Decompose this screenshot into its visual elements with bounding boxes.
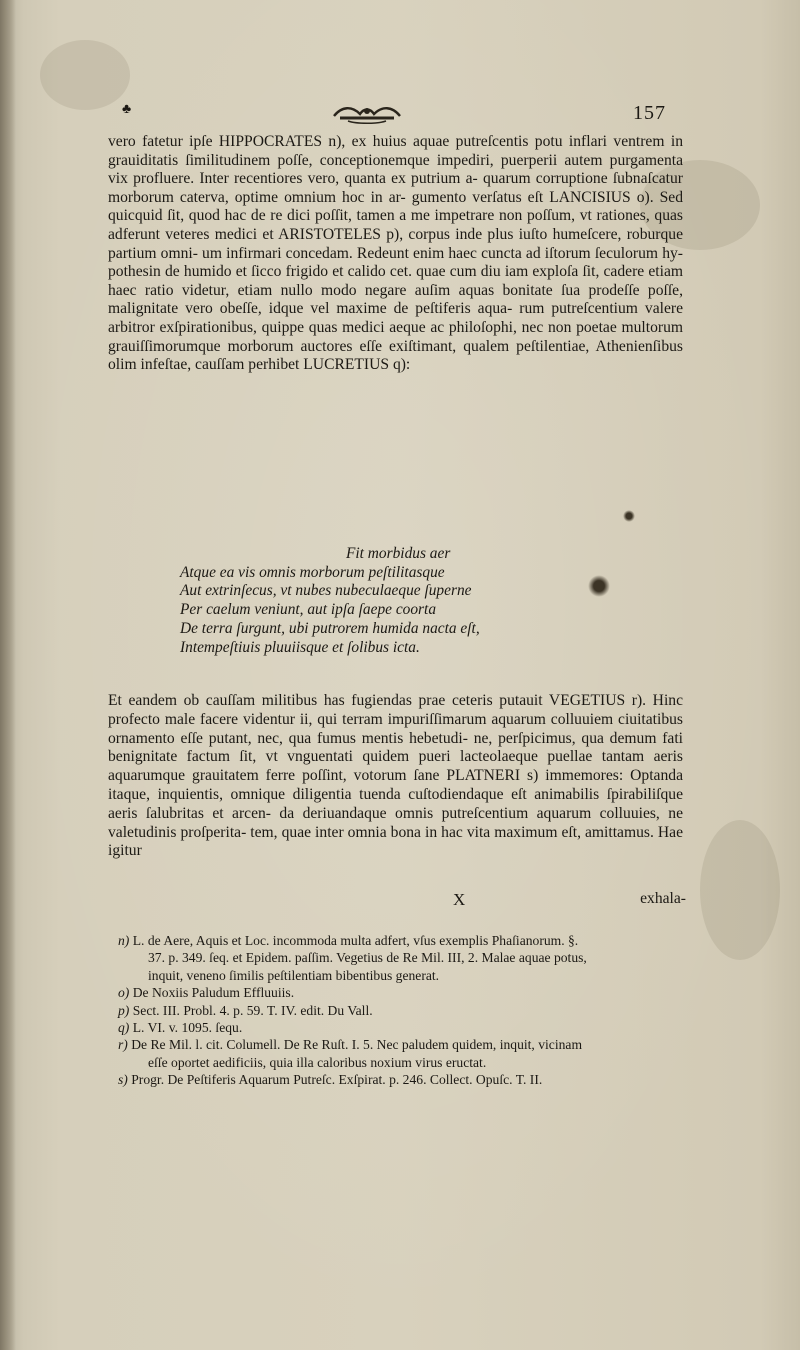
footnote-text: L. VI. v. 1095. ſequ. xyxy=(132,1020,243,1036)
footnote-text: De Noxiis Paludum Effluuiis. xyxy=(132,985,295,1001)
verse-line: Fit morbidus aer xyxy=(346,545,451,562)
footnote-mark: p) xyxy=(118,1002,130,1018)
footnotes xyxy=(118,932,683,1089)
footnote xyxy=(118,932,683,949)
footnote-text: inquit, veneno ſimilis peſtilentiam bibentibus generat. xyxy=(148,967,440,983)
footnote xyxy=(118,1071,683,1088)
footnote-continuation xyxy=(118,949,683,966)
ink-blot xyxy=(623,510,635,522)
footnote-text: 37. p. 349. ſeq. et Epidem. paſſim. Vegetius de Re Mil. III, 2. Malae aquae potus, xyxy=(148,950,587,966)
verse-line: Aut extrinſecus, vt nubes nubeculaeque ſuperne xyxy=(180,582,472,600)
page-binding-shadow xyxy=(0,0,16,1350)
verse-line: Atque ea vis omnis morborum peſtilitasque xyxy=(180,563,445,581)
headpiece-ornament-icon xyxy=(330,104,404,124)
header-mark: ♣ xyxy=(122,102,132,117)
running-header xyxy=(116,100,666,128)
footnote-continuation xyxy=(118,1054,683,1071)
footnote-continuation xyxy=(118,967,683,984)
footnote-mark: n) xyxy=(118,933,130,948)
verse-line: De terra ſurgunt, ubi putrorem humida nacta eſt, xyxy=(180,619,480,637)
footnote xyxy=(118,1036,683,1053)
paragraph: vero fatetur ipſe HIPPOCRATES n), ex huius aquae putreſcentis potu inflari ventrem in grauiditatis ſimilitudinem poſſe, conceptionemque impediri, puerperii autem purgamenta vix profluere. Inter recentiores vero, quanta ex putrium a- quarum corruptione ſubnaſcatur morborum caterva, optime omnium hoc in ar- gumento verſatus eſt LANCISIUS o). Sed quicquid ſit, quod hac de re dici poſſit, tamen a me impetrare non poſſum, vt rationes, quas adferunt veteres medici et ARISTOTELES p), corpus inde plus iuſto humeſcere, roburque partium omni- um infirmari concedam. Redeunt enim haec cuncta ad iſtorum ſeculorum hy- pothesin de humido et ſicco frigido et calido cet. quae cum diu iam exploſa ſit, cadere etiam haec ratio videtur, etiam nullo modo negare auſim aquas bonitate ſua prodeſſe poſſe, malignitate vero obeſſe, idque vel maxime de peſtiferis aqua- rum putreſcentium valere arbitror exſpirationibus, quippe quas medici aeque ac philoſophi, nec non poetae multorum grauiſſimorumque morborum auctores eſſe exiſtimant, qualem peſtilentiae, Athenienſibus olim infeſtae, cauſſam perhibet LUCRETIUS q): xyxy=(108,133,683,374)
verse-line: Per caelum veniunt, aut ipſa ſaepe coorta xyxy=(180,601,437,619)
footnote-text: Sect. III. Probl. 4. p. 59. T. IV. edit. Du Vall. xyxy=(132,1002,373,1018)
footnote-mark: s) xyxy=(118,1072,128,1088)
catchword: exhala- xyxy=(640,890,686,907)
paper-stain xyxy=(700,820,780,960)
footnote-mark: o) xyxy=(118,985,130,1001)
footnote-text: Progr. De Peſtiferis Aquarum Putreſc. Exſpirat. p. 246. Collect. Opuſc. T. II. xyxy=(131,1072,543,1088)
footnote-mark: q) xyxy=(118,1020,130,1036)
signature-line xyxy=(108,890,686,912)
footnote-mark: r) xyxy=(118,1037,128,1053)
verse-line: Intempeſtiuis pluuiisque et ſolibus icta. xyxy=(180,638,420,656)
footnote-text: De Re Mil. l. cit. Columell. De Re Ruſt. I. 5. Nec paludem quidem, inquit, vicinam xyxy=(131,1037,583,1053)
paragraph: Et eandem ob cauſſam militibus has fugiendas prae ceteris putauit VEGETIUS r). Hinc profecto male facere videntur ii, qui terram impuriſſimarum aquarum colluuiem ciuitatibus ornamento eſſe putant, nec, qua fumus mentis hebetudi- ne, perſpicimus, qua demum fati benignitate factum ſit, vt vnguentati quidem pueri lacteolaeque puellae tantam aeris aquarumque grauitatem ferre poſſint, votorum ſane PLATNERI s) immemores: Optanda itaque, inquientis, omnique diligentia tuenda cuſtodiendaque eſt animabilis ſpirabiliſque aeris ſalubritas et arcen- da deriuandaque omnis putreſcentium aquarum colluuies, ne valetudinis proſperita- tem, quae inter omnia bona in hac vita maximum eſt, amittamus. Hae igitur xyxy=(108,692,683,860)
main-text-block-2 xyxy=(108,692,683,861)
page-number: 157 xyxy=(633,102,666,124)
footnote xyxy=(118,1019,683,1036)
footnote-text: eſſe oportet aedificiis, quia illa caloribus noxium virus eructat. xyxy=(148,1054,487,1070)
footnote xyxy=(118,984,683,1001)
signature-mark: X xyxy=(453,890,466,909)
footnote-text: L. de Aere, Aquis et Loc. incommoda multa adfert, vſus exemplis Phaſianorum. §. xyxy=(132,933,579,948)
verse-quotation xyxy=(118,545,598,657)
footnote xyxy=(118,1002,683,1019)
main-text-block xyxy=(108,133,683,375)
